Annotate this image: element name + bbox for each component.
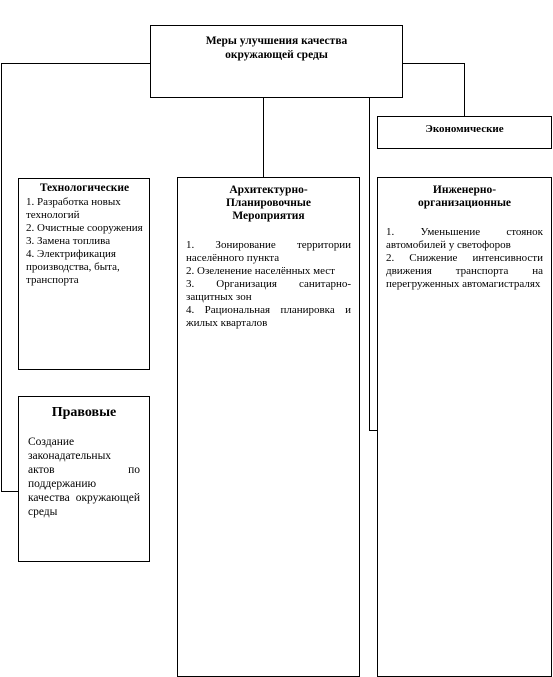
- architectural-list: [186, 239, 351, 330]
- legal-box: [18, 396, 150, 562]
- architectural-title: Архитектурно-Планировочные Мероприятия: [225, 184, 312, 222]
- list-item: 2. Снижение интенсивности движения транспорта на перегруженных автомагистралях: [386, 252, 543, 290]
- connector-center: [263, 97, 264, 178]
- technological-box: [18, 178, 150, 370]
- economic-box: [377, 116, 552, 149]
- architectural-box: [177, 177, 360, 677]
- root-title: Меры улучшения качества окружающей среды: [205, 35, 348, 61]
- connector-to-economic: [464, 63, 465, 117]
- list-item: 1. Зонирование территории населённого пункта: [186, 239, 351, 264]
- connector-left-top: [1, 63, 151, 64]
- engineering-title: Инженерно-организационные: [417, 184, 512, 209]
- legal-title: Правовые: [51, 405, 117, 420]
- list-item: 4. Рациональная планировка и жилых кварталов: [186, 304, 351, 329]
- list-item: 2. Озеленение населённых мест: [186, 265, 335, 277]
- connector-left-to-legal: [1, 491, 19, 492]
- connector-right-trunk: [369, 97, 370, 431]
- list-item: 1. Уменьшение стоянок автомобилей у светофоров: [386, 226, 543, 251]
- technological-title: Технологические: [39, 182, 130, 194]
- connector-left-trunk: [1, 63, 2, 492]
- list-item: 4. Электрификация производства, быта, транспорта: [26, 248, 120, 286]
- engineering-list: [386, 226, 543, 291]
- root-box: [150, 25, 403, 98]
- list-item: 1. Разработка новых технологий: [26, 196, 121, 221]
- legal-text: Создание законадательных актов по поддержанию качества окружающей среды: [28, 436, 140, 518]
- list-item: 3. Замена топлива: [26, 235, 111, 247]
- list-item: 3. Организация санитарно-защитных зон: [186, 278, 351, 303]
- list-item: 2. Очистные сооружения: [26, 222, 143, 234]
- technological-list: [26, 196, 143, 287]
- economic-title: Экономические: [425, 123, 504, 135]
- engineering-box: [377, 177, 552, 677]
- connector-top-right: [402, 63, 465, 64]
